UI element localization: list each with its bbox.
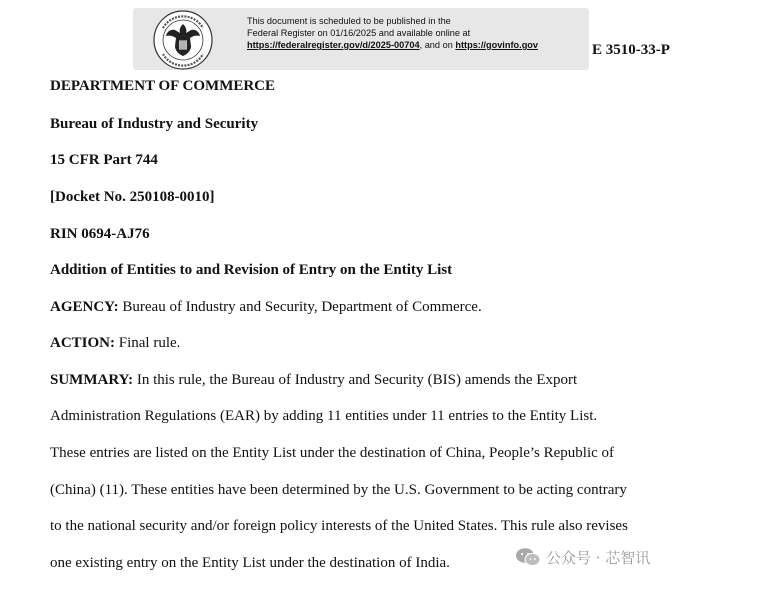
link-separator: , and on: [419, 40, 456, 50]
wechat-icon: [515, 547, 541, 567]
action-label: ACTION:: [50, 335, 116, 351]
agency-value: Bureau of Industry and Security, Department of Commerce.: [118, 299, 482, 315]
summary-text-1: In this rule, the Bureau of Industry and Security (BIS) amends the Export: [133, 372, 578, 388]
watermark-text: 公众号 · 芯智讯: [546, 548, 651, 567]
summary-line-4: (China) (11). These entities have been determined by the U.S. Government to be acting contrary: [50, 482, 627, 498]
summary-line-1: [50, 372, 577, 389]
department-heading: DEPARTMENT OF COMMERCE: [50, 78, 276, 94]
publication-notice: [247, 15, 587, 51]
summary-line-6: one existing entry on the Entity List under the destination of India.: [50, 555, 450, 571]
docket-number: [Docket No. 250108-0010]: [50, 189, 215, 205]
rule-title: Addition of Entities to and Revision of Entry on the Entity List: [50, 262, 453, 278]
federal-register-link[interactable]: https://federalregister.gov/d/2025-00704: [247, 40, 420, 50]
billing-code: E 3510-33-P: [592, 42, 670, 58]
agency-line: [50, 299, 482, 316]
summary-label: SUMMARY:: [50, 372, 134, 388]
bureau-heading: Bureau of Industry and Security: [50, 116, 259, 132]
action-line: [50, 335, 180, 352]
notice-line-3: [247, 39, 587, 51]
federal-register-banner: [133, 8, 589, 70]
summary-line-3: These entries are listed on the Entity List under the destination of China, People’s Republic of: [50, 445, 615, 461]
cfr-part: 15 CFR Part 744: [50, 152, 158, 168]
govinfo-link[interactable]: https://govinfo.gov: [455, 40, 539, 50]
notice-line-2: Federal Register on 01/16/2025 and available online at: [247, 28, 471, 38]
agency-label: AGENCY:: [50, 299, 119, 315]
wechat-watermark: [515, 546, 650, 568]
summary-line-2: Administration Regulations (EAR) by adding 11 entities under 11 entries to the Entity List.: [50, 408, 598, 424]
rin-number: RIN 0694-AJ76: [50, 226, 150, 242]
action-value: Final rule.: [115, 335, 181, 351]
national-archives-seal-icon: [153, 10, 213, 70]
summary-line-5: to the national security and/or foreign policy interests of the United States. This rule also revises: [50, 518, 628, 534]
notice-line-1: This document is scheduled to be published in the: [247, 16, 451, 26]
